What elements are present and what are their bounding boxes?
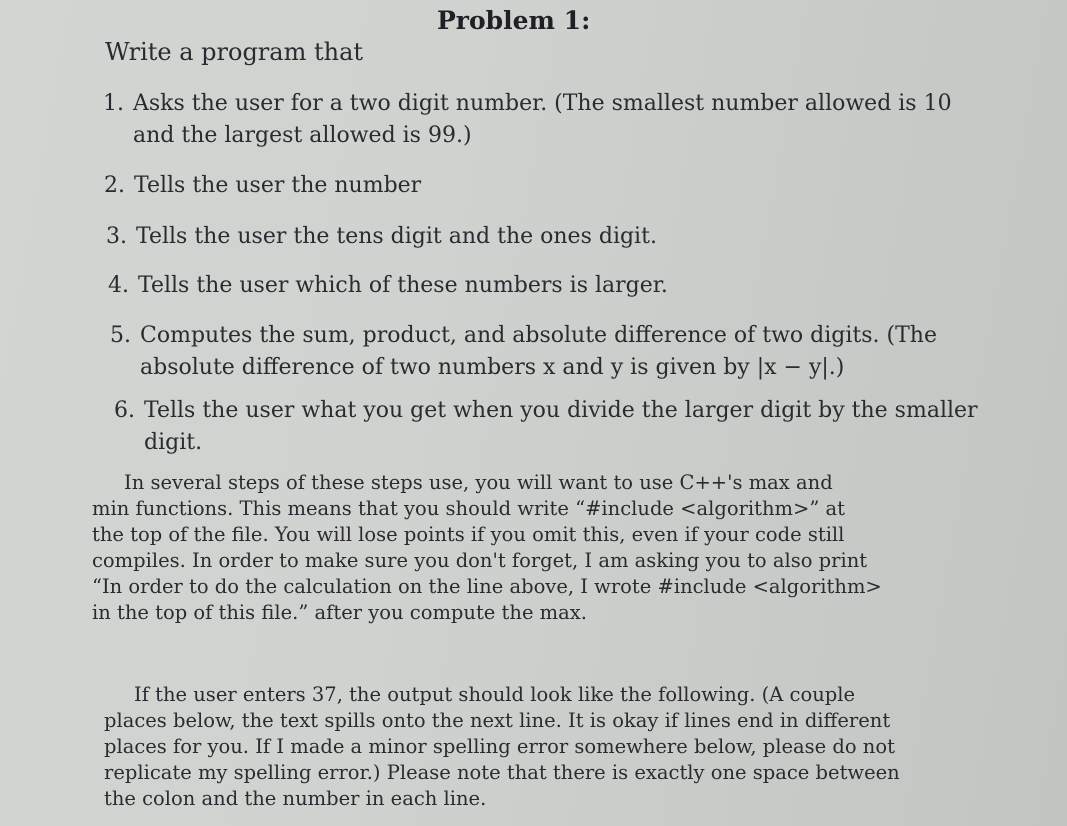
list-item-3 — [106, 221, 657, 253]
item-number: 3. — [106, 224, 127, 249]
paragraph-line: places for you. If I made a minor spelling error somewhere below, please do not — [104, 735, 895, 758]
paragraph-line: places below, the text spills onto the next line. It is okay if lines end in different — [104, 709, 891, 732]
list-item-5 — [110, 320, 937, 384]
paragraph-line: If the user enters 37, the output should look like the following. (A couple — [134, 683, 856, 706]
paragraph-line: the colon and the number in each line. — [104, 787, 487, 810]
item-text-line2: digit. — [144, 430, 203, 455]
list-item-4 — [108, 270, 668, 302]
item-text-line1: Tells the user what you get when you divide the larger digit by the smaller — [144, 398, 978, 423]
item-text-line1: Asks the user for a two digit number. (The smallest number allowed is 10 — [133, 91, 952, 116]
instructions-paragraph — [92, 470, 914, 626]
item-number: 1. — [103, 91, 124, 116]
list-item-1 — [103, 88, 952, 152]
example-paragraph — [104, 682, 904, 812]
paragraph-line: compiles. In order to make sure you don't forget, I am asking you to also print — [92, 549, 868, 572]
intro-text: Write a program that — [105, 38, 364, 66]
item-number: 5. — [110, 323, 131, 348]
item-text-line1: Tells the user the tens digit and the ones digit. — [136, 224, 657, 249]
list-item-2 — [104, 170, 421, 202]
item-number: 2. — [104, 173, 125, 198]
item-text-line1: Tells the user which of these numbers is larger. — [138, 273, 668, 298]
item-number: 4. — [108, 273, 129, 298]
list-item-6 — [114, 395, 978, 459]
item-text-line1: Computes the sum, product, and absolute difference of two digits. (The — [140, 323, 937, 348]
paragraph-line: In several steps of these steps use, you will want to use C++'s max and — [124, 471, 833, 494]
problem-title: Problem 1: — [437, 6, 591, 35]
paragraph-line: the top of the file. You will lose points if you omit this, even if your code still — [92, 523, 845, 546]
item-text-line2: absolute difference of two numbers x and y is given by |x − y|.) — [140, 355, 845, 380]
item-text-line1: Tells the user the number — [134, 173, 422, 198]
paragraph-line: “In order to do the calculation on the line above, I wrote #include <algorithm> — [92, 575, 882, 598]
paragraph-line: replicate my spelling error.) Please note that there is exactly one space between — [104, 761, 900, 784]
item-number: 6. — [114, 398, 135, 423]
paragraph-line: min functions. This means that you should write “#include <algorithm>” at — [92, 497, 845, 520]
paragraph-line: in the top of this file.” after you compute the max. — [92, 601, 587, 624]
item-text-line2: and the largest allowed is 99.) — [133, 123, 472, 148]
